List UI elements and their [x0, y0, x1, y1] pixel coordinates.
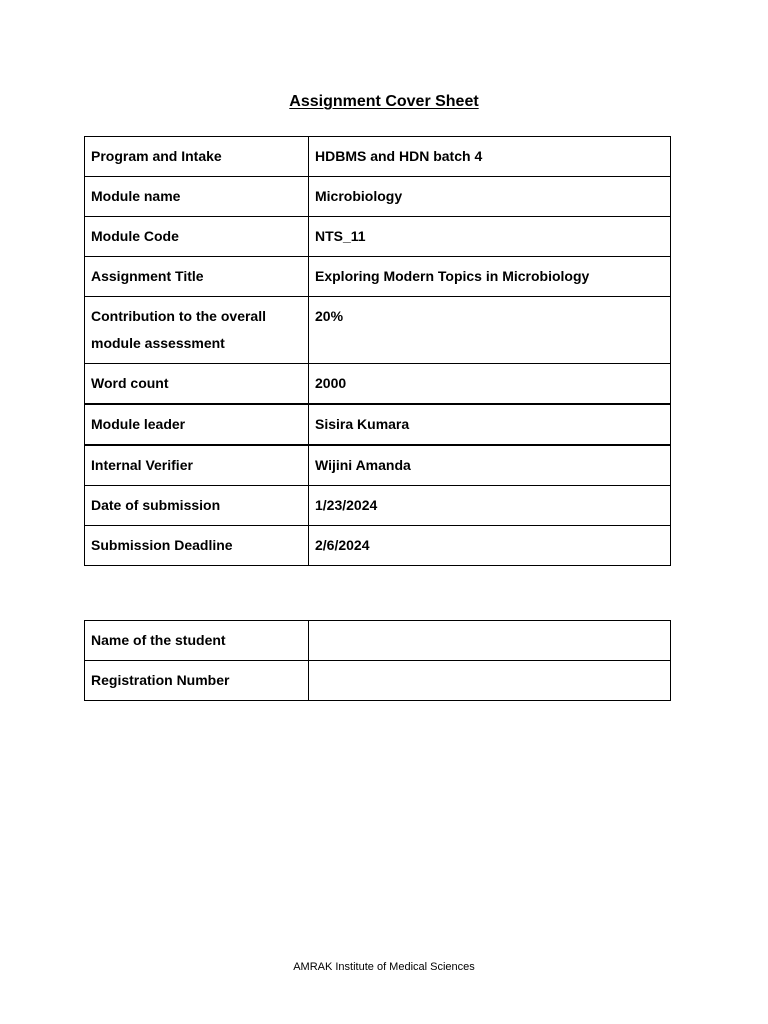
- student-info-table: [84, 620, 671, 701]
- footer-institution: AMRAK Institute of Medical Sciences: [293, 961, 475, 973]
- table-row: [85, 297, 671, 364]
- table-row: [85, 364, 671, 405]
- row-label: Date of submission: [85, 486, 309, 526]
- row-value: Exploring Modern Topics in Microbiology: [309, 257, 671, 297]
- table-row: [85, 486, 671, 526]
- table-row: [85, 621, 671, 661]
- page-title: Assignment Cover Sheet: [289, 93, 479, 110]
- row-label: Module Code: [85, 217, 309, 257]
- table-row: [85, 177, 671, 217]
- table-row: [85, 217, 671, 257]
- row-label: Name of the student: [85, 621, 309, 661]
- row-label: Registration Number: [85, 661, 309, 701]
- row-value: Sisira Kumara: [309, 404, 671, 445]
- row-value: Wijini Amanda: [309, 445, 671, 486]
- table-row: [85, 137, 671, 177]
- table-row: [85, 526, 671, 566]
- row-label: Internal Verifier: [85, 445, 309, 486]
- assignment-details-table: [84, 136, 671, 566]
- row-label: Word count: [85, 364, 309, 405]
- row-label: Contribution to the overall module assessment: [85, 297, 309, 364]
- row-value: 2000: [309, 364, 671, 405]
- row-label: Module name: [85, 177, 309, 217]
- row-label: Assignment Title: [85, 257, 309, 297]
- row-label: Program and Intake: [85, 137, 309, 177]
- row-value: HDBMS and HDN batch 4: [309, 137, 671, 177]
- row-value: 1/23/2024: [309, 486, 671, 526]
- row-label: Submission Deadline: [85, 526, 309, 566]
- row-label: Module leader: [85, 404, 309, 445]
- table-row: [85, 404, 671, 445]
- row-value: 20%: [309, 297, 671, 364]
- table-row: [85, 257, 671, 297]
- row-value: Microbiology: [309, 177, 671, 217]
- student-name-field[interactable]: [309, 621, 671, 661]
- row-value: 2/6/2024: [309, 526, 671, 566]
- registration-number-field[interactable]: [309, 661, 671, 701]
- table-row: [85, 661, 671, 701]
- row-value: NTS_11: [309, 217, 671, 257]
- table-row: [85, 445, 671, 486]
